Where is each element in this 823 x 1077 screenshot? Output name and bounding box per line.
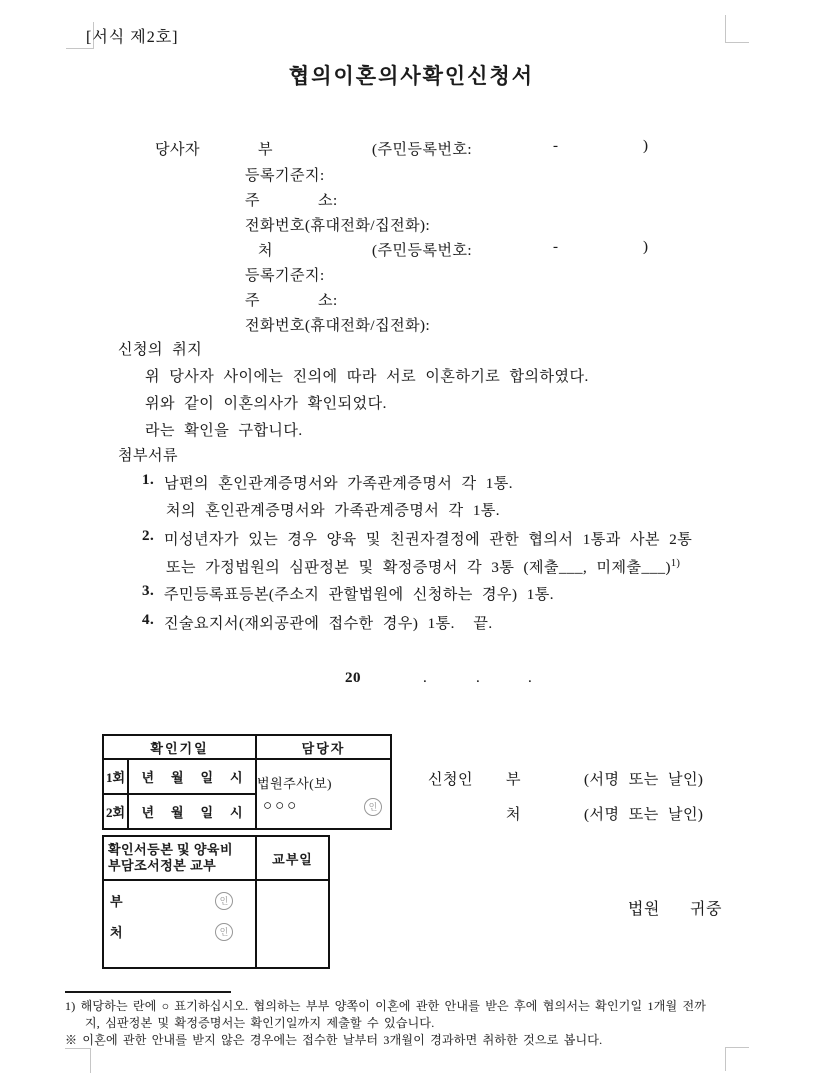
purpose-line	[0, 392, 823, 418]
attachment-item	[0, 528, 823, 554]
parties-label: 당사자	[155, 142, 200, 158]
purpose-line	[0, 419, 823, 445]
rrn-close: )	[643, 239, 649, 255]
party-role-wife: 처	[258, 243, 273, 259]
unit-hour: 시	[229, 770, 243, 785]
form-number-label: [서식 제2호]	[86, 29, 179, 46]
purpose-line-text: 위 당사자 사이에는 진의에 따라 서로 이혼하기로 합의하였다.	[145, 369, 589, 385]
attachment-item	[0, 499, 823, 525]
rrn-close: )	[643, 138, 649, 154]
date-year-prefix: 20	[345, 670, 361, 686]
court-honorific: 귀중	[690, 901, 722, 918]
address-label: 주	[245, 193, 260, 209]
round-label-2: 2회	[103, 794, 128, 829]
court-addressee	[0, 896, 823, 922]
signature-hint: (서명 또는 날인)	[584, 772, 704, 788]
footnote-line: 1) 해당하는 란에 ○ 표기하십시오. 협의하는 부부 양쪽이 이혼에 관한 안내를 받은 후에 협의서는 확인기일 1개월 전까	[65, 999, 707, 1013]
attachment-item-text: 진술요지서(재외공관에 접수한 경우) 1통. 끝.	[164, 616, 493, 632]
table-header-row	[103, 735, 391, 759]
unit-day: 일	[200, 770, 214, 785]
unit-month: 월	[170, 770, 184, 785]
phone-label: 전화번호(휴대전화/집전화):	[245, 218, 431, 234]
rrn-dash: -	[553, 138, 559, 154]
crop-mark-bottom-left	[65, 1048, 91, 1073]
unit-year: 년	[141, 770, 155, 785]
phone-row-husband	[0, 214, 823, 240]
address-row-husband	[0, 189, 823, 215]
issuance-row-husband: 부	[110, 894, 123, 909]
issue-date-empty-cell	[256, 880, 329, 968]
party-role-husband: 부	[258, 142, 273, 158]
unit-year: 년	[141, 805, 155, 820]
purpose-heading: 신청의 취지	[118, 342, 203, 358]
issuance-row-wife: 처	[110, 925, 123, 940]
applicant-row-wife	[0, 803, 823, 829]
rrn-label: (주민등록번호:	[372, 142, 473, 158]
unit-hour: 시	[229, 805, 243, 820]
registry-label: 등록기준지:	[245, 268, 325, 284]
copy-issuance-line1: 확인서등본 및 양육비	[108, 842, 234, 857]
attachment-item	[0, 612, 823, 638]
attachment-item-text: 미성년자가 있는 경우 양육 및 친권자결정에 관한 협의서 1통과 사본 2통	[164, 532, 693, 548]
purpose-line-text: 라는 확인을 구합니다.	[145, 423, 303, 439]
attachment-item-number: 1.	[142, 472, 155, 488]
address-label: 주	[245, 293, 260, 309]
purpose-line	[0, 365, 823, 391]
attachment-item-number: 2.	[142, 528, 155, 544]
header-cell-copy-issuance	[103, 836, 256, 880]
header-cell-officer: 담당자	[256, 735, 391, 759]
footnote-line: ※ 이혼에 관한 안내를 받지 않은 경우에는 접수한 날부터 3개월이 경과하면 취하한 것으로 봅니다.	[65, 1033, 603, 1047]
address-label-suffix: 소:	[318, 293, 338, 309]
rrn-dash: -	[553, 239, 559, 255]
attachment-item-number: 3.	[142, 583, 155, 599]
copy-issuance-line2: 부담조서정본 교부	[108, 858, 217, 873]
date-line	[0, 670, 823, 696]
applicant-row-husband	[0, 768, 823, 794]
party-row-husband	[0, 138, 823, 164]
attachment-item-text: 처의 혼인관계증명서와 가족관계증명서 각 1통.	[166, 503, 501, 519]
crop-mark-bottom-right	[725, 1047, 749, 1071]
crop-mark-top-right	[725, 15, 749, 43]
rrn-label: (주민등록번호:	[372, 243, 473, 259]
unit-day: 일	[200, 805, 214, 820]
purpose-section	[0, 338, 823, 364]
registry-row-wife	[0, 264, 823, 290]
date-dot: .	[423, 670, 428, 686]
attachment-item-number: 4.	[142, 612, 155, 628]
issuance-parties-cell	[103, 880, 256, 968]
applicant-role-husband: 부	[506, 772, 521, 788]
attachments-heading: 첨부서류	[118, 448, 178, 464]
attachment-item	[0, 583, 823, 609]
registry-label: 등록기준지:	[245, 168, 325, 184]
phone-label: 전화번호(휴대전화/집전화):	[245, 318, 431, 334]
attachment-item-text: 주민등록표등본(주소지 관할법원에 신청하는 경우) 1통.	[164, 587, 555, 603]
officer-title: 법원주사(보)	[257, 775, 332, 791]
unit-month: 월	[170, 805, 184, 820]
attachment-item-text: 남편의 혼인관계증명서와 가족관계증명서 각 1통.	[164, 476, 514, 492]
purpose-line-text: 위와 같이 이혼의사가 확인되었다.	[145, 396, 387, 412]
address-row-wife	[0, 289, 823, 315]
page-title: 협의이혼의사확인신청서	[288, 64, 535, 88]
attachment-item-text-body: 또는 가정법원의 심판정본 및 확정증명서 각 3통 (제출___, 미제출___)	[166, 560, 672, 576]
registry-row-husband	[0, 164, 823, 190]
address-label-suffix: 소:	[318, 193, 338, 209]
header-cell-confirmation-date: 확인기일	[103, 735, 256, 759]
header-cell-issue-date: 교부일	[256, 836, 329, 880]
seal-icon: 인	[215, 923, 233, 941]
attachment-item-text	[166, 556, 680, 577]
court-name: 법원	[628, 901, 660, 918]
party-row-wife	[0, 239, 823, 265]
footnote-separator	[65, 991, 231, 993]
signature-hint: (서명 또는 날인)	[584, 807, 704, 823]
footnote-reference: 1)	[671, 558, 681, 569]
seal-icon: 인	[364, 798, 382, 816]
table-header-row	[103, 836, 329, 880]
round-label-1: 1회	[103, 759, 128, 794]
attachment-item	[0, 472, 823, 498]
applicant-label: 신청인	[428, 772, 473, 788]
footnote-line: 지, 심판정본 및 확정증명서는 확인기일까지 제출할 수 있습니다.	[85, 1016, 435, 1030]
attachment-item	[0, 556, 823, 582]
attachments-section	[0, 444, 823, 470]
applicant-role-wife: 처	[506, 807, 521, 823]
seal-icon: 인	[215, 892, 233, 910]
table-row	[103, 880, 329, 968]
date-dot: .	[528, 670, 533, 686]
phone-row-wife	[0, 314, 823, 340]
officer-name-placeholder: ○○○	[263, 798, 300, 814]
date-dot: .	[476, 670, 481, 686]
